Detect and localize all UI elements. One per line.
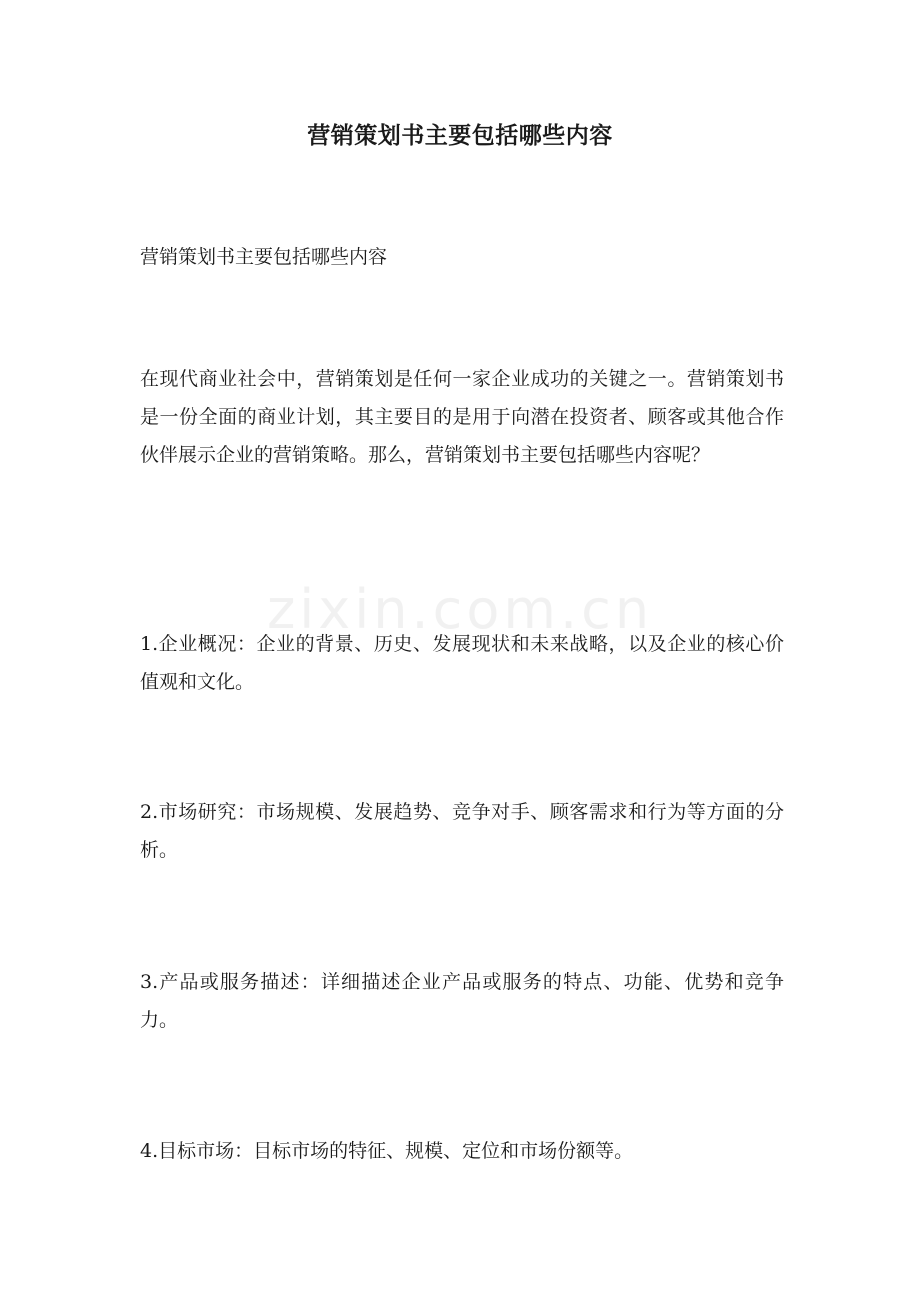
list-item-product-description: 3.产品或服务描述：详细描述企业产品或服务的特点、功能、优势和竞争力。 [140, 971, 784, 1031]
watermark: zixin.com.cn [266, 578, 654, 641]
intro-paragraph: 在现代商业社会中，营销策划是任何一家企业成功的关键之一。营销策划书是一份全面的商业计划，其主要目的是用于向潜在投资者、顾客或其他合作伙伴展示企业的营销策略。那么，营销策划书主要包括哪些内容呢？ [140, 368, 784, 466]
list-item-company-overview: 1.企业概况：企业的背景、历史、发展现状和未来战略，以及企业的核心价值观和文化。 [140, 633, 784, 693]
list-item-market-research: 2.市场研究：市场规模、发展趋势、竞争对手、顾客需求和行为等方面的分析。 [140, 801, 784, 861]
document-subtitle: 营销策划书主要包括哪些内容 [140, 246, 388, 268]
list-item-target-market: 4.目标市场：目标市场的特征、规模、定位和市场份额等。 [140, 1140, 634, 1162]
document-title: 营销策划书主要包括哪些内容 [307, 122, 613, 149]
